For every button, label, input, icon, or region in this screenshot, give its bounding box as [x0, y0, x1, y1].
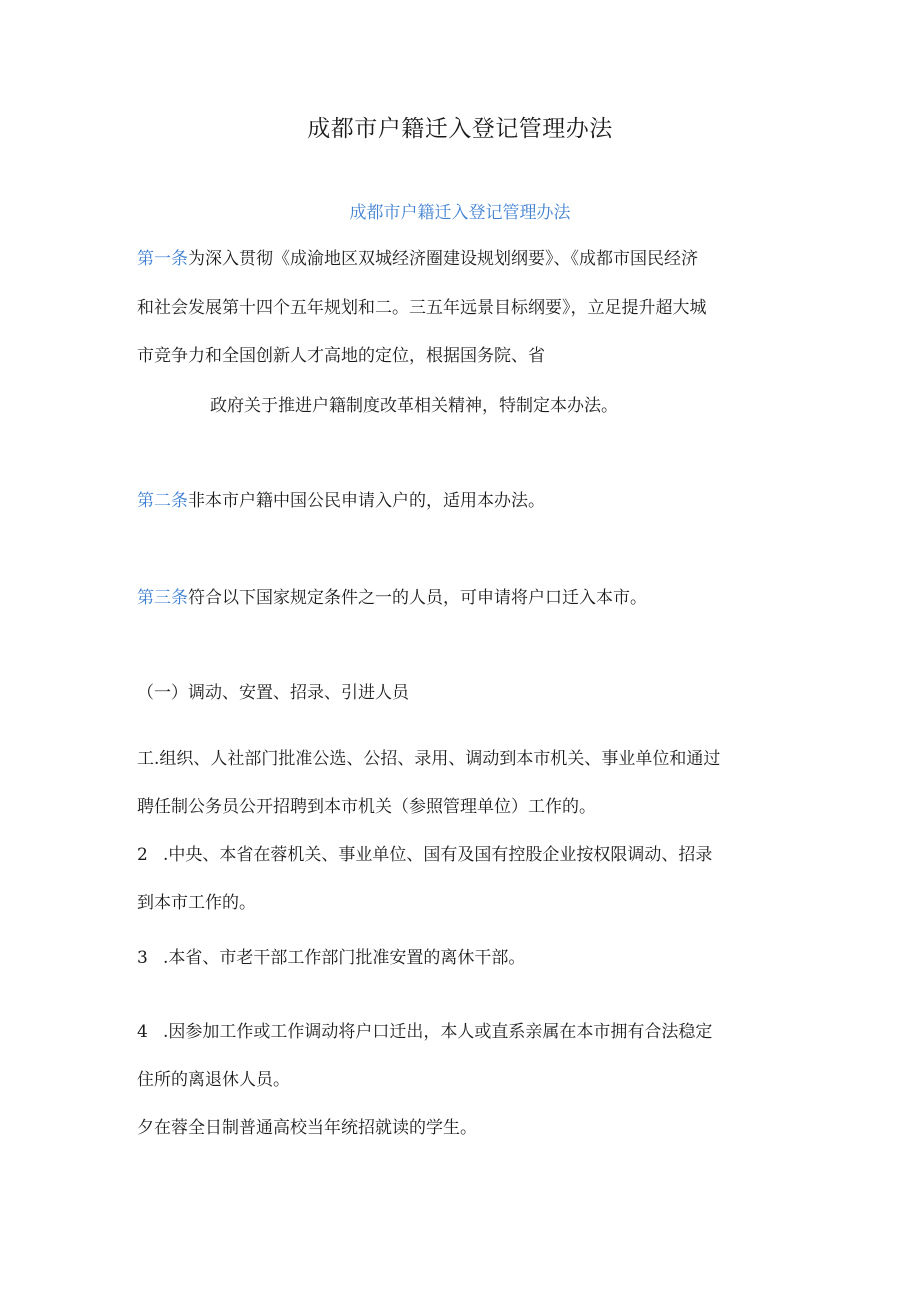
article-2-label: 第二条 [137, 491, 188, 511]
item-4-number: 4 [137, 1022, 148, 1042]
item-1-line-2: 聘任制公务员公开招聘到本市机关（参照管理单位）工作的。 [137, 797, 596, 817]
item-4-line-1: 4 .因参加工作或工作调动将户口迁出，本人或直系亲属在本市拥有合法稳定 [137, 1022, 713, 1042]
item-4-line-2: 住所的离退休人员。 [137, 1070, 290, 1090]
item-3-line-1: 3 .本省、市老干部工作部门批准安置的离休干部。 [137, 948, 526, 968]
document-title: 成都市户籍迁入登记管理办法 [307, 116, 613, 142]
item-1-line-1: 工.组织、人社部门批准公选、公招、录用、调动到本市机关、事业单位和通过 [137, 749, 721, 769]
item-5-line-1: 夕在蓉全日制普通高校当年统招就读的学生。 [137, 1118, 477, 1138]
document-subtitle: 成都市户籍迁入登记管理办法 [349, 203, 571, 223]
item-2-line-1: 2 .中央、本省在蓉机关、事业单位、国有及国有控股企业按权限调动、招录 [137, 845, 713, 865]
item-2-number: 2 [137, 845, 148, 865]
article-1-line-3: 市竞争力和全国创新人才高地的定位，根据国务院、省 [137, 346, 545, 366]
article-1-line-2: 和社会发展第十四个五年规划和二。三五年远景目标纲要》，立足提升超大城 [137, 298, 707, 318]
article-3-label: 第三条 [137, 588, 188, 608]
article-3: 第三条符合以下国家规定条件之一的人员，可申请将户口迁入本市。 [137, 588, 647, 608]
section-heading-1: （一）调动、安置、招录、引进人员 [137, 683, 409, 703]
article-1-line-4: 政府关于推进户籍制度改革相关精神，特制定本办法。 [210, 396, 618, 416]
item-3-number: 3 [137, 948, 148, 968]
item-2-line-2: 到本市工作的。 [137, 893, 256, 913]
article-1-label: 第一条 [137, 249, 188, 269]
article-2: 第二条非本市户籍中国公民申请入户的，适用本办法。 [137, 491, 545, 511]
article-1-line-1: 第一条为深入贯彻《成渝地区双城经济圈建设规划纲要》、《成都市国民经济 [137, 249, 698, 269]
